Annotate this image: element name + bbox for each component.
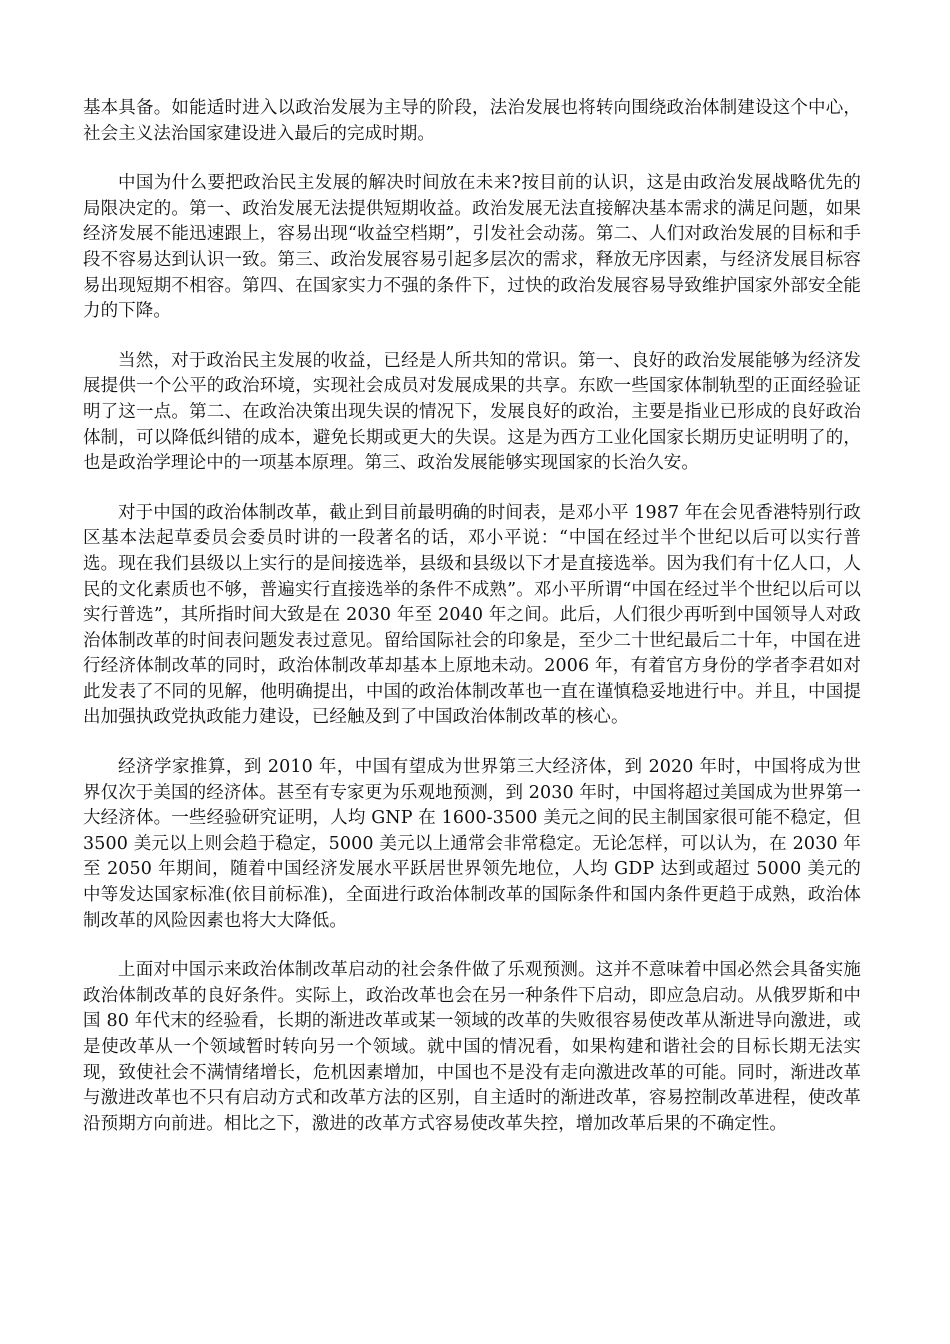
paragraph-emergency-start: 上面对中国示来政治体制改革启动的社会条件做了乐观预测。这并不意味着中国必然会具备实施政治体制改革的良好条件。实际上，政治改革也会在另一种条件下启动，即应急启动。从俄罗斯和中国 80 年代末的经验看，长期的渐进改革或某一领域的改革的失败很容易使改革从渐进导向激进，或是使改革从一个领域暂时转向另一个领域。就中国的情况看，如果构建和谐社会的目标长期无法实现，致使社会不满情绪增长，危机因素增加，中国也不是没有走向激进改革的可能。同时，渐进改革与激进改革也不只有启动方式和改革方法的区别，自主适时的渐进改革，容易控制改革进程，使改革沿预期方向前进。相比之下，激进的改革方式容易使改革失控，增加改革后果的不确定性。 <box>83 960 861 1134</box>
paragraph-continued: 基本具备。如能适时进入以政治发展为主导的阶段，法治发展也将转向围绕政治体制建设这个中心，社会主义法治国家建设进入最后的完成时期。 <box>83 98 861 144</box>
paragraph-economic-forecast: 经济学家推算，到 2010 年，中国有望成为世界第三大经济体，到 2020 年时，中国将成为世界仅次于美国的经济体。甚至有专家更为乐观地预测，到 2030 年时，中国将超过美国成为世界第一大经济体。一些经验研究证明，人均 GNP 在 1600-3500 美元之间的民主制国家很可能不稳定，但 3500 美元以上则会趋于稳定，5000 美元以上通常会非常稳定。无论怎样，可以认为，在 2030 年至 2050 年期间，随着中国经济发展水平跃居世界领先地位，人均 GDP 达到或超过 5000 美元的中等发达国家标准(依目前标准)，全面进行政治体制改革的国际条件和国内条件更趋于成熟，政治体制改革的风险因素也将大大降低。 <box>83 757 861 931</box>
paragraph-democracy-benefits: 当然，对于政治民主发展的收益，已经是人所共知的常识。第一、良好的政治发展能够为经济发展提供一个公平的政治环境，实现社会成员对发展成果的共享。东欧一些国家体制轨型的正面经验证明了这一点。第二、在政治决策出现失误的情况下，发展良好的政治，主要是指业已形成的良好政治体制，可以降低纠错的成本，避免长期或更大的失误。这是为西方工业化国家长期历史证明明了的，也是政治学理论中的一项基本原理。第三、政治发展能够实现国家的长治久安。 <box>83 350 861 474</box>
paragraph-development-priority: 中国为什么要把政治民主发展的解决时间放在未来?按目前的认识，这是由政治发展战略优先的局限决定的。第一、政治发展无法提供短期收益。政治发展无法直接解决基本需求的满足问题，如果经济发展不能迅速跟上，容易出现“收益空档期”，引发社会动荡。第二、人们对政治发展的目标和手段不容易达到认识一致。第三、政治发展容易引起多层次的需求，释放无序因素，与经济发展目标容易出现短期不相容。第四、在国家实力不强的条件下，过快的政治发展容易导致维护国家外部安全能力的下降。 <box>83 173 861 322</box>
paragraph-reform-timetable: 对于中国的政治体制改革，截止到目前最明确的时间表，是邓小平 1987 年在会见香港特别行政区基本法起草委员会委员时讲的一段著名的话，邓小平说：“中国在经过半个世纪以后可以实行普选。现在我们县级以上实行的是间接选举，县级和县级以下才是直接选举。因为我们有十亿人口，人民的文化素质也不够，普遍实行直接选举的条件不成熟”。邓小平所谓“中国在经过半个世纪以后可以实行普选”，其所指时间大致是在 2030 年至 2040 年之间。此后，人们很少再听到中国领导人对政治体制改革的时间表问题发表过意见。留给国际社会的印象是，至少二十世纪最后二十年，中国在进行经济体制改革的同时，政治体制改革却基本上原地未动。2006 年，有着官方身份的学者李君如对此发表了不同的见解，他明确提出，中国的政治体制改革也一直在谨慎稳妥地进行中。并且，中国提出加强执政党执政能力建设，已经触及到了中国政治体制改革的核心。 <box>83 502 861 728</box>
document-page <box>83 96 861 1161</box>
